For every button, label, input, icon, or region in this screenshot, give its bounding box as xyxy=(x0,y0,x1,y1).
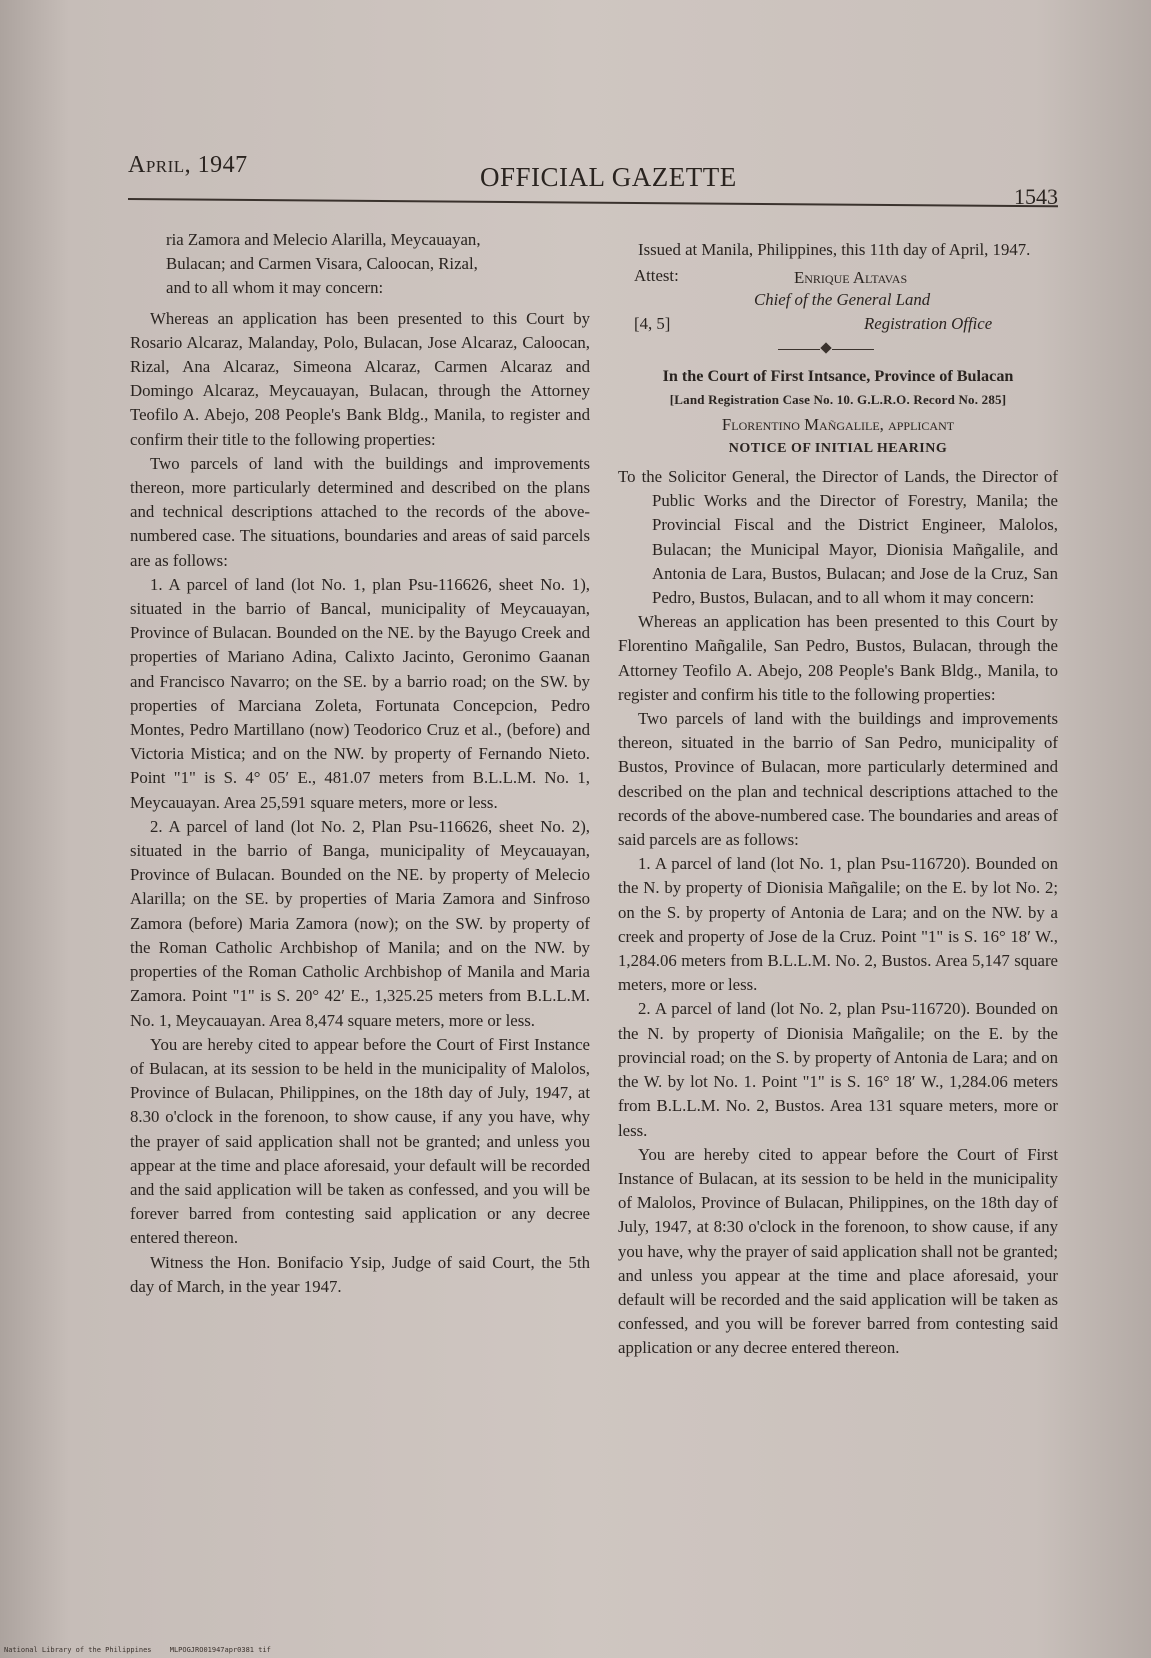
right-para-parcel-1: 1. A parcel of land (lot No. 1, plan Psu-116720). Bounded on the N. by property of Dionisia Mañgalile; on the E. by lot No. 2; on the S. by property of Antonia de Lara; and on the NW. by a creek and property of Jose de la Cruz. Point "1" is S. 16° 18′ W., 1,284.06 meters from B.L.L.M. No. 2, Bustos. Area 5,147 square meters, more or less. xyxy=(618,854,1058,995)
left-intro-line: and to all whom it may concern: xyxy=(166,278,384,298)
right-issued: Issued at Manila, Philippines, this 11th day of April, 1947. xyxy=(638,240,1031,259)
right-para-cited: You are hereby cited to appear before the Court of First Instance of Bulacan, at its session to be held in the municipality of Malolos, Province of Bulacan, Philippines, on the 18th day of July, 1947, at 8:30 o'clock in the forenoon, to show cause, if any you have, why the prayer of said application shall not be granted; and unless you appear at the time and place aforesaid, your default will be recorded and the said application will be taken as confessed, and you will be forever barred from contesting said application or any decree entered thereon. xyxy=(618,1144,1058,1358)
left-para-witness: Witness the Hon. Bonifacio Ysip, Judge of said Court, the 5th day of March, in the year 1947. xyxy=(130,1252,590,1296)
right-para-two-parcels: Two parcels of land with the buildings and improvements thereon, situated in the barrio of San Pedro, municipality of Bustos, Province of Bulacan, more particularly determined and described on the plan and technical descriptions attached to the records of the above-numbered case. The boundaries and areas of said parcels are as follows: xyxy=(618,709,1058,850)
attest-title-line-2: Registration Office xyxy=(864,314,993,334)
header-date: April, 1947 xyxy=(128,152,248,178)
left-para-two-parcels: Two parcels of land with the buildings and improvements thereon, more particularly determined and described on the plans and technical descriptions attached to the records of the above-numbered case. The situations, boundaries and areas of said parcels are as follows: xyxy=(130,453,590,570)
footer-file-id: MLPOGJRO01947apr0381 tif xyxy=(169,1646,271,1654)
left-column xyxy=(130,228,590,1299)
footer-library: National Library of the Philippines xyxy=(4,1646,152,1654)
court-heading: In the Court of First Intsance, Province of Bulacan xyxy=(662,367,1014,386)
attest-name: Enrique Altavas xyxy=(794,268,908,288)
divider-ornament-icon xyxy=(820,343,831,354)
section-divider xyxy=(618,342,1058,356)
left-para-parcel-1: 1. A parcel of land (lot No. 1, plan Psu-116626, sheet No. 1), situated in the barrio of Bancal, municipality of Meycauayan, Province of Bulacan. Bounded on the NE. by the Bayugo Creek and properties of Mariano Adina, Calixto Jacinto, Geronimo Gaanan and Francisco Navarro; on the SE. by a barrio road; on the SW. by properties of Marciana Zoleta, Fortunata Concepcion, Pedro Montes, Pedro Martillano (now) Teodorico Cruz et al., (before) and Victoria Mistica; and on the NW. by property of Fernando Nieto. Point "1" is S. 4° 05′ E., 481.07 meters from B.L.L.M. No. 1, Meycauayan. Area 25,591 square meters, more or less. xyxy=(130,574,590,812)
left-intro-line: ria Zamora and Melecio Alarilla, Meycauayan, xyxy=(166,230,481,249)
left-intro-line: Bulacan; and Carmen Visara, Caloocan, Rizal, xyxy=(166,254,478,274)
case-line: [Land Registration Case No. 10. G.L.R.O. Record No. 285] xyxy=(669,392,1007,408)
right-to-para: To the Solicitor General, the Director of Lands, the Director of Public Works and the Director of Forestry, Manila; the Provincial Fiscal and the District Engineer, Malolos, Bulacan; the Municipal Mayor, Dionisia Mañgalile, and Antonia de Lara, Bustos, Bulacan; and Jose de la Cruz, San Pedro, Bustos, Bulacan, and to all whom it may concern: xyxy=(618,467,1058,608)
left-para-cited: You are hereby cited to appear before the Court of First Instance of Bulacan, at its session to be held in the municipality of Malolos, Province of Bulacan, Philippines, on the 18th day of July, 1947, at 8.30 o'clock in the forenoon, to show cause, if any you have, why the prayer of said application shall not be granted; and unless you appear at the time and place aforesaid, your default will be recorded and the said application will be taken as confessed, and you will be forever barred from contesting said application or any decree entered thereon. xyxy=(130,1034,590,1248)
notice-title: NOTICE OF INITIAL HEARING xyxy=(728,440,948,456)
header-page-number: 1543 xyxy=(1014,184,1058,209)
applicant-line: Florentino Mañgalile, applicant xyxy=(721,414,955,434)
right-para-whereas: Whereas an application has been presented to this Court by Florentino Mañgalile, San Pedro, Bustos, Bulacan, through the Attorney Teofilo A. Abejo, 208 People's Bank Bldg., Manila, to register and confirm his title to the following properties: xyxy=(618,612,1058,704)
attest-label: Attest: xyxy=(634,266,679,286)
attest-block xyxy=(618,264,1058,336)
left-para-parcel-2: 2. A parcel of land (lot No. 2, Plan Psu-116626, sheet No. 2), situated in the barrio of Banga, municipality of Meycauayan, Province of Bulacan. Bounded on the NE. by property of Melecio Alarilla; on the SE. by properties of Maria Zamora and Sinfroso Zamora (before) Maria Zamora (now); on the SW. by property of the Roman Catholic Archbishop of Manila; and on the NW. by properties of the Roman Catholic Archbishop of Manila and Maria Zamora. Point "1" is S. 20° 42′ E., 1,325.25 meters from B.L.L.M. No. 1, Meycauayan. Area 8,474 square meters, more or less. xyxy=(130,816,590,1030)
right-para-parcel-2: 2. A parcel of land (lot No. 2, plan Psu-116720). Bounded on the N. by property of Dionisia Mañgalile; on the E. by the provincial road; on the S. by property of Antonia de Lara; and on the W. by lot No. 1. Point "1" is S. 16° 18′ W., 1,284.06 meters from B.L.L.M. No. 2, Bustos. Area 131 square meters, more or less. xyxy=(618,999,1058,1140)
right-column xyxy=(618,238,1058,1361)
header-title: OFFICIAL GAZETTE xyxy=(480,162,737,192)
left-para-whereas: Whereas an application has been presented to this Court by Rosario Alcaraz, Malanday, Polo, Bulacan, Jose Alcaraz, Caloocan, Rizal, Ana Alcaraz, Simeona Alcaraz, Carmen Alcaraz and Domingo Alcaraz, Meycauayan, Bulacan, through the Attorney Teofilo A. Abejo, 208 People's Bank Bldg., Manila, to register and confirm their title to the following properties: xyxy=(130,308,590,449)
scan-footer xyxy=(4,1646,285,1654)
left-intro xyxy=(130,228,590,301)
attest-title-line-1: Chief of the General Land xyxy=(754,290,931,310)
attest-ref: [4, 5] xyxy=(634,314,671,334)
